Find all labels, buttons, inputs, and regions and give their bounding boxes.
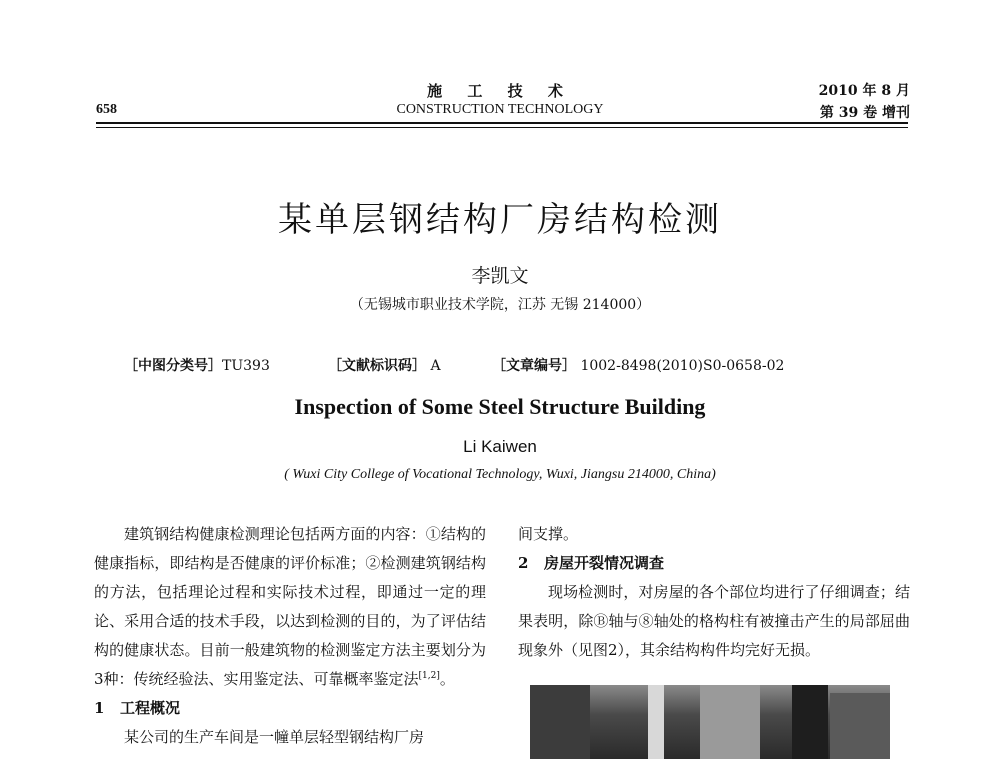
citation-ref[interactable]: [1,2] (418, 671, 440, 681)
intro-end: 。 (439, 670, 455, 688)
section-1-title: 工程概况 (120, 699, 181, 717)
section-1-paragraph: 某公司的生产车间是一幢单层轻型钢结构厂房 (124, 728, 425, 746)
issue-date: 2010 年 8 月 (818, 83, 910, 99)
header-rule-thick (96, 122, 908, 124)
author-en: Li Kaiwen (463, 437, 537, 456)
doc-code-value: A (430, 358, 441, 374)
intro-paragraph (94, 520, 486, 694)
photo-region-right (830, 693, 890, 759)
article-title-en: Inspection of Some Steel Structure Building (294, 394, 706, 419)
section-heading-2 (518, 549, 910, 578)
section-2-number: 2 (518, 554, 529, 572)
photo-region-left (530, 685, 590, 759)
section-2-paragraph: 现场检测时，对房屋的各个部位均进行了仔细调查；结果表明，除Ⓑ轴与⑧轴处的格构柱有被撞击产生的局部屈曲现象外（见图2），其余结构构件均完好无损。 (518, 583, 910, 659)
photo-region-middle (700, 685, 760, 759)
figure-photo (530, 685, 890, 759)
clc-label: ［中图分类号］ (124, 358, 222, 374)
photo-column-dark (792, 685, 828, 759)
section-1-number: 1 (94, 699, 105, 717)
page-number: 658 (96, 102, 117, 117)
volume-info: 第 39 卷 增刊 (819, 105, 910, 121)
journal-title-en: CONSTRUCTION TECHNOLOGY (396, 102, 604, 117)
continued-paragraph: 间支撑。 (518, 525, 579, 543)
article-no-label: ［文章编号］ (492, 358, 576, 374)
affiliation-en: ( Wuxi City College of Vocational Technology, Wuxi, Jiangsu 214000, China) (284, 467, 716, 482)
journal-title-cn: 施 工 技 术 (427, 82, 573, 100)
section-heading-1 (94, 694, 486, 723)
article-number (492, 355, 784, 375)
clc-value: TU393 (222, 358, 270, 374)
header-rule-thin (96, 127, 908, 128)
document-code (328, 355, 441, 375)
article-title-cn: 某单层钢结构厂房结构检测 (278, 200, 722, 240)
section-2-title: 房屋开裂情况调查 (544, 554, 665, 572)
article-no-value: 1002-8498(2010)S0-0658-02 (580, 358, 785, 374)
body-left-column (94, 520, 486, 752)
doc-code-label: ［文献标识码］ (328, 358, 426, 374)
clc-number (124, 355, 270, 375)
intro-text: 建筑钢结构健康检测理论包括两方面的内容：①结构的健康指标，即结构是否健康的评价标准；②检测建筑钢结构的方法，包括理论过程和实际技术过程，即通过一定的理论、采用合适的技术手段，以达到检测的目的，为了评估结构的健康状态。目前一般建筑物的检测鉴定方法主要划分为3种：传统经验法、实用鉴定法、可靠概率鉴定法 (94, 525, 486, 688)
author-cn: 李凯文 (471, 265, 529, 287)
affiliation-cn: （无锡城市职业技术学院，江苏 无锡 214000） (349, 297, 651, 313)
photo-column-light (648, 685, 664, 759)
body-right-column (518, 520, 910, 665)
